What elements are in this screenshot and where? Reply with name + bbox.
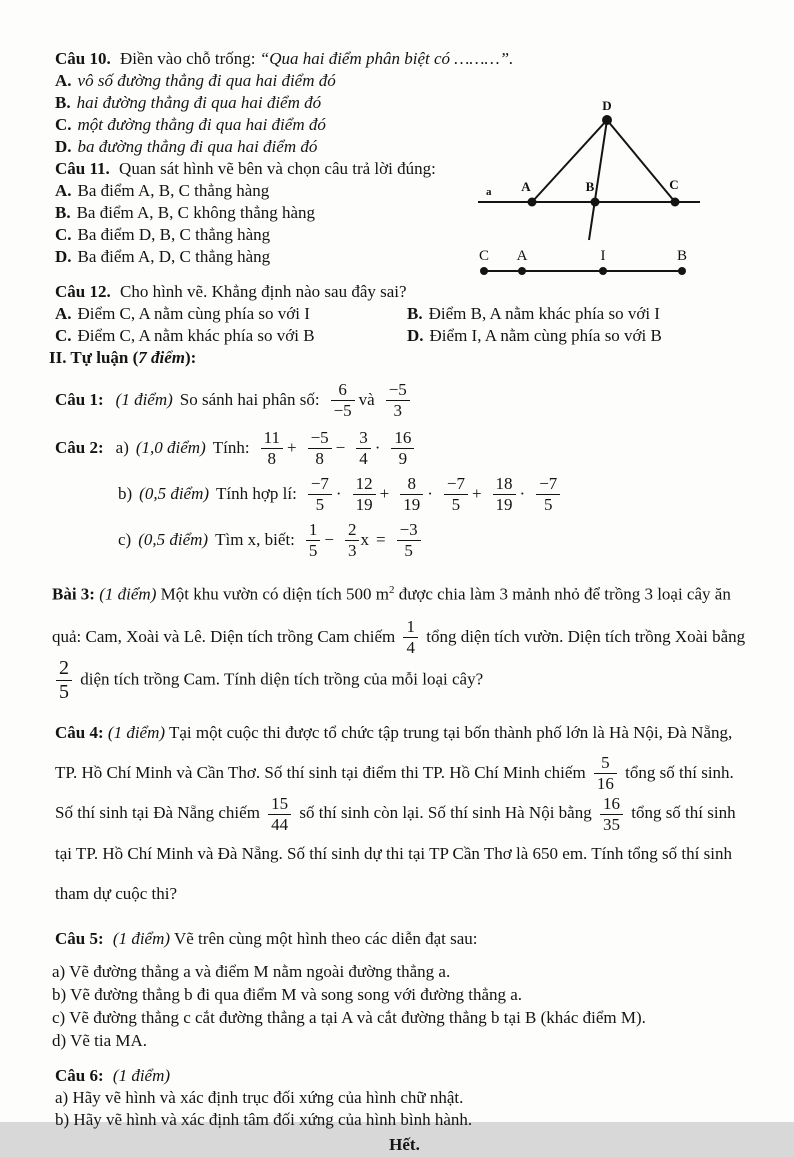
operator: · xyxy=(519,484,526,503)
q12-options xyxy=(55,303,754,347)
fraction xyxy=(400,475,423,514)
fraction xyxy=(444,475,468,514)
cau5-item-a: a) Vẽ đường thẳng a và điểm M nằm ngoài đường thẳng a. xyxy=(52,961,451,981)
numerator: 11 xyxy=(263,427,280,447)
cau1-label: Câu 1: xyxy=(55,390,104,409)
q12-option-a xyxy=(55,303,407,325)
figure-segment xyxy=(478,248,708,293)
denominator: 5 xyxy=(444,494,468,514)
fraction xyxy=(345,521,360,560)
q10-quote: “Qua hai điểm phân biệt có ………”. xyxy=(259,49,514,68)
denominator: 4 xyxy=(356,448,371,468)
denominator: 44 xyxy=(268,814,291,834)
point-I xyxy=(599,267,607,275)
operator: + xyxy=(471,484,482,503)
cau6-items xyxy=(55,1087,754,1131)
fraction xyxy=(600,795,623,834)
label-D: D xyxy=(602,98,612,113)
q12-option-c xyxy=(55,325,407,347)
cau4-paragraph xyxy=(55,713,754,914)
cau2b-lead: Tính hợp lí: xyxy=(216,484,297,503)
denominator: 19 xyxy=(353,494,376,514)
numerator: 18 xyxy=(495,473,513,493)
cau1-score: (1 điểm) xyxy=(115,390,173,409)
numerator: 6 xyxy=(338,379,347,399)
variable-x: x xyxy=(360,530,369,549)
denominator: 5 xyxy=(306,540,321,560)
label-C: C xyxy=(669,177,679,192)
operator: + xyxy=(379,484,390,503)
denominator: 8 xyxy=(308,448,332,468)
fraction xyxy=(308,429,332,468)
label-a: a xyxy=(486,186,492,198)
cau2c-lead: Tìm x, biết: xyxy=(215,530,295,549)
cau6-label: Câu 6: xyxy=(55,1065,104,1085)
cau5-header xyxy=(55,928,754,950)
cau2a-score: (1,0 điểm) xyxy=(135,438,206,457)
fraction xyxy=(308,475,332,514)
cau6-score: (1 điểm) xyxy=(112,1065,171,1085)
cau5-label: Câu 5: xyxy=(55,928,104,948)
option-letter: B. xyxy=(55,93,71,112)
cau4-label: Câu 4: xyxy=(55,722,104,742)
fraction xyxy=(268,795,291,834)
option-text: một đường thẳng đi qua hai điểm đó xyxy=(77,115,326,134)
figure-triangle xyxy=(468,96,780,253)
q11-intro: Quan sát hình vẽ bên và chọn câu trả lời đúng: xyxy=(119,159,436,178)
section2-points: 7 điểm xyxy=(138,348,186,367)
cau2c-score: (0,5 điểm) xyxy=(138,530,209,549)
equals-sign: = xyxy=(375,530,386,549)
bai3-text: tổng diện tích vườn. Diện tích trồng Xoài bằng xyxy=(426,626,746,646)
denominator: −5 xyxy=(331,400,355,420)
label-C: C xyxy=(478,248,490,264)
cau6-header xyxy=(55,1065,754,1087)
fraction xyxy=(536,475,560,514)
cau5-item-b: b) Vẽ đường thẳng b đi qua điểm M và song song với đường thẳng a. xyxy=(52,984,523,1004)
option-text: Ba điểm A, B, C thẳng hàng xyxy=(77,181,270,200)
cau1-mid: và xyxy=(358,390,375,409)
cau4-text: Tại một cuộc thi được tổ chức tập trung tại bốn thành phố lớn là Hà Nội, Đà Nẵng, TP. Hồ Chí Minh và Cần Thơ. Số thí sinh tại điểm thi TP. Hồ Chí Minh chiếm xyxy=(55,722,733,782)
option-text: hai đường thẳng đi qua hai điểm đó xyxy=(76,93,322,112)
figure-triangle-svg xyxy=(468,96,780,248)
cau2a-row xyxy=(55,425,754,471)
option-letter: C. xyxy=(55,326,72,345)
fraction xyxy=(306,521,321,560)
numerator: 2 xyxy=(347,519,357,539)
option-letter: C. xyxy=(55,115,72,134)
cau4-text: tổng số thí sinh. Số thí sinh tại Đà Nẵng chiếm xyxy=(55,762,734,823)
cau5-score: (1 điểm) xyxy=(112,928,171,948)
cau5-items xyxy=(52,960,754,1052)
cau1-lead: So sánh hai phân số: xyxy=(179,390,320,409)
fraction xyxy=(386,381,410,420)
option-letter: A. xyxy=(55,181,72,200)
cau4-text: số thí sinh còn lại. Số thí sinh Hà Nội bằng xyxy=(299,803,592,823)
operator: + xyxy=(286,438,297,457)
fraction xyxy=(56,658,72,703)
numerator: 15 xyxy=(271,793,289,813)
point-C xyxy=(480,267,488,275)
segment-DC xyxy=(607,120,675,202)
bai3-paragraph xyxy=(52,569,754,703)
q10-option-a xyxy=(55,70,754,92)
option-text: Điểm C, A nằm cùng phía so với I xyxy=(77,304,310,323)
fraction xyxy=(261,429,283,468)
cau2b-row xyxy=(55,471,754,517)
cau6-item-a: a) Hãy vẽ hình và xác định trục đối xứng của hình chữ nhật. xyxy=(55,1087,464,1107)
denominator: 5 xyxy=(397,540,421,560)
numerator: 1 xyxy=(308,519,318,539)
bai3-text: diện tích trồng Cam. Tính diện tích trồng của mỗi loại cây? xyxy=(80,669,484,689)
denominator: 5 xyxy=(308,494,332,514)
figure-segment-svg xyxy=(478,248,708,288)
cau1-row xyxy=(55,377,754,423)
operator: · xyxy=(335,484,342,503)
bai3-text: Một khu vườn có diện tích 500 m xyxy=(160,584,389,604)
cau2a-part: a) xyxy=(115,438,129,457)
fraction xyxy=(493,475,516,514)
point-D xyxy=(602,115,612,125)
operator: − xyxy=(324,530,334,549)
cau5-item-d: d) Vẽ tia MA. xyxy=(52,1030,148,1050)
option-text: Ba điểm A, B, C không thẳng hàng xyxy=(76,203,316,222)
label-A: A xyxy=(516,248,528,264)
denominator: 3 xyxy=(386,400,410,420)
cau2a-lead: Tính: xyxy=(212,438,250,457)
point-B xyxy=(591,198,600,207)
option-letter: B. xyxy=(55,203,71,222)
section2-pre: II. Tự luận ( xyxy=(49,348,139,367)
option-text: vô số đường thẳng đi qua hai điểm đó xyxy=(77,71,336,90)
label-A: A xyxy=(521,179,531,194)
option-text: Điểm C, A nằm khác phía so với B xyxy=(77,326,315,345)
section2-post: ): xyxy=(185,348,197,367)
numerator: −5 xyxy=(388,379,407,399)
q12-label: Câu 12. xyxy=(55,282,111,301)
denominator: 4 xyxy=(403,637,418,657)
numerator: −7 xyxy=(310,473,329,493)
fraction xyxy=(353,475,376,514)
cau2c-row xyxy=(55,517,754,563)
bai3-text: được chia làm 3 mảnh nhỏ để trồng 3 loại cây ăn quả: Cam, Xoài và Lê. Diện tích trồng Cam chiếm xyxy=(52,584,731,646)
fraction xyxy=(397,521,421,560)
numerator: −7 xyxy=(446,473,465,493)
option-letter: D. xyxy=(55,137,72,156)
numerator: 3 xyxy=(359,427,368,447)
denominator: 5 xyxy=(536,494,560,514)
option-letter: D. xyxy=(407,326,424,345)
operator: − xyxy=(335,438,346,457)
cau5-lead: Vẽ trên cùng một hình theo các diễn đạt sau: xyxy=(173,928,478,948)
denominator: 5 xyxy=(56,680,72,703)
label-I: I xyxy=(600,248,606,264)
numerator: 1 xyxy=(406,617,415,637)
point-A xyxy=(528,198,537,207)
denominator: 19 xyxy=(400,494,423,514)
q12-option-b xyxy=(407,303,754,325)
denominator: 8 xyxy=(261,448,283,468)
q10-label: Câu 10. xyxy=(55,49,111,68)
denominator: 9 xyxy=(391,448,414,468)
cau4-score: (1 điểm) xyxy=(107,722,166,742)
end-marker: Hết. xyxy=(389,1134,420,1154)
denominator: 35 xyxy=(600,814,623,834)
numerator: −7 xyxy=(539,473,558,493)
operator: · xyxy=(427,484,433,503)
cau2b-part: b) xyxy=(118,484,133,503)
numerator: 5 xyxy=(601,753,610,773)
numerator: −5 xyxy=(310,427,329,447)
numerator: 16 xyxy=(394,427,412,447)
point-A xyxy=(518,267,526,275)
option-letter: B. xyxy=(407,304,423,323)
denominator: 3 xyxy=(345,540,360,560)
numerator: 16 xyxy=(602,793,620,813)
cau4-text: tổng số thí sinh tại TP. Hồ Chí Minh và Đà Nẵng. Số thí sinh dự thi tại TP Cần Thơ là 650 em. Tính tổng số thí sinh tham dự cuộc thi? xyxy=(55,803,736,903)
option-letter: D. xyxy=(55,247,72,266)
option-text: Điểm I, A nằm cùng phía so với B xyxy=(429,326,662,345)
cau6-item-b: b) Hãy vẽ hình và xác định tâm đối xứng của hình bình hành. xyxy=(55,1109,473,1129)
fraction xyxy=(391,429,414,468)
cau5-item-c: c) Vẽ đường thẳng c cắt đường thẳng a tại A và cắt đường thẳng b tại B (khác điểm M). xyxy=(52,1007,646,1027)
option-text: Điểm B, A nằm khác phía so với I xyxy=(428,304,660,323)
fraction xyxy=(356,429,371,468)
q11-label: Câu 11. xyxy=(55,159,110,178)
numerator: −3 xyxy=(399,519,418,539)
label-B: B xyxy=(676,248,688,264)
numerator: 12 xyxy=(355,473,373,493)
point-B xyxy=(678,267,686,275)
denominator: 16 xyxy=(594,773,617,793)
operator: · xyxy=(374,438,381,457)
denominator: 19 xyxy=(493,494,516,514)
fraction xyxy=(331,381,355,420)
fraction xyxy=(594,754,617,793)
label-B: B xyxy=(585,179,595,194)
option-letter: A. xyxy=(55,71,72,90)
option-text: Ba điểm D, B, C thẳng hàng xyxy=(77,225,271,244)
fraction xyxy=(403,618,418,657)
cau2-label: Câu 2: xyxy=(55,438,104,457)
option-text: Ba điểm A, D, C thẳng hàng xyxy=(77,247,271,266)
numerator: 8 xyxy=(407,473,416,493)
cau2b-score: (0,5 điểm) xyxy=(139,484,210,503)
option-text: ba đường thẳng đi qua hai điểm đó xyxy=(77,137,318,156)
superscript-2: 2 xyxy=(388,584,395,596)
point-C xyxy=(671,198,680,207)
q10-header xyxy=(55,48,754,70)
option-letter: C. xyxy=(55,225,72,244)
bai3-score: (1 điểm) xyxy=(99,584,157,604)
q12-intro: Cho hình vẽ. Khẳng định nào sau đây sai? xyxy=(119,282,407,301)
numerator: 2 xyxy=(59,656,69,679)
section2-title xyxy=(49,347,754,369)
bai3-label: Bài 3: xyxy=(52,584,95,604)
option-letter: A. xyxy=(55,304,72,323)
q10-intro: Điền vào chỗ trống: xyxy=(119,49,256,68)
q12-option-d xyxy=(407,325,754,347)
cau2c-part: c) xyxy=(118,530,132,549)
